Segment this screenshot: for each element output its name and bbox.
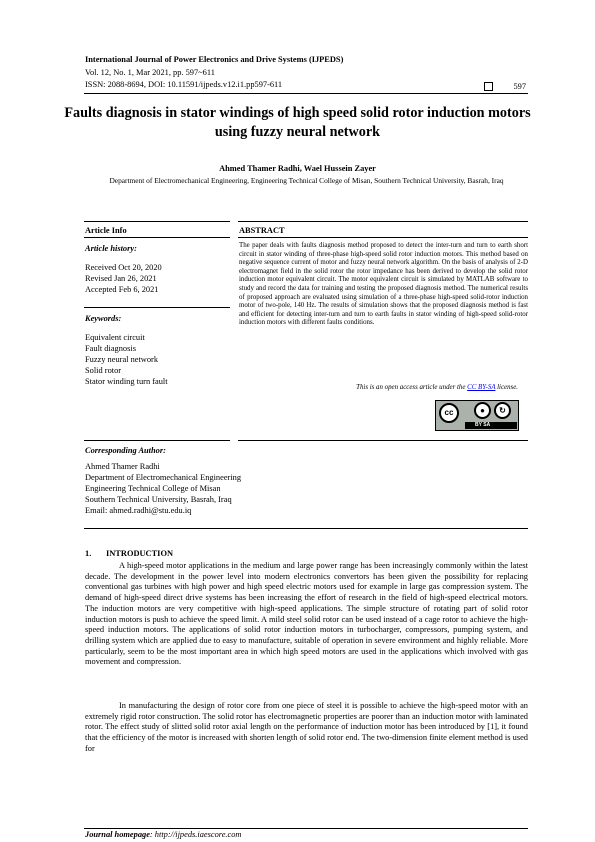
keyword-item: Solid rotor	[85, 366, 122, 375]
keywords-rule	[84, 307, 230, 308]
keyword-item: Equivalent circuit	[85, 333, 145, 342]
square-icon	[484, 82, 493, 91]
keywords-list	[85, 332, 168, 387]
cc-badge-band	[465, 422, 517, 429]
paper-title: Faults diagnosis in stator windings of high speed solid rotor induction motors using fuzzy neural network	[64, 105, 531, 140]
authors: Ahmed Thamer Radhi, Wael Hussein Zayer	[219, 164, 376, 173]
article-history-list	[85, 262, 162, 295]
corresponding-bottom-rule	[84, 528, 528, 529]
introduction-paragraph-2	[85, 701, 528, 755]
keyword-item: Fault diagnosis	[85, 344, 136, 353]
introduction-paragraph-1	[85, 561, 528, 668]
affiliation: Department of Electromechanical Engineering, Engineering Technical College of Misan, Southern Technical University, Basrah, Iraq	[109, 176, 504, 185]
corresponding-author-details	[85, 461, 241, 516]
article-info-label: Article Info	[85, 226, 127, 235]
paragraph-text: In manufacturing the design of rotor core from one piece of steel it is possible to achieve the high-speed motor with an extremely rigid rotor construction. The solid rotor has electromagnetic properties are poorer than an induction motor with laminated rotor. The effect study of slitted solid rotor axial length on the performance of induction motor has been introduced by [1], it found that the efficiency of the motor is increased with shorten length of solid rotor end. The two-dimension finite element method is used for	[85, 701, 528, 753]
attribution-person-icon: ●	[474, 402, 491, 419]
volume-line: Vol. 12, No. 1, Mar 2021, pp. 597~611	[85, 68, 215, 77]
corresponding-author-label: Corresponding Author:	[85, 446, 166, 455]
keywords-label: Keywords:	[85, 314, 122, 323]
homepage-url[interactable]: : http://ijpeds.iaescore.com	[149, 830, 242, 839]
footer-divider	[84, 828, 528, 829]
license-link[interactable]: CC BY-SA	[467, 384, 496, 391]
cc-band-text: BY SA	[475, 422, 491, 428]
history-revised: Revised Jan 26, 2021	[85, 274, 157, 283]
cc-by-sa-badge-icon[interactable]	[435, 400, 519, 431]
corr-college: Engineering Technical College of Misan	[85, 484, 221, 493]
open-access-note	[239, 384, 518, 391]
page-number: 597	[513, 82, 526, 91]
corr-name: Ahmed Thamer Radhi	[85, 462, 160, 471]
share-alike-icon: ↻	[494, 402, 511, 419]
journal-homepage[interactable]	[85, 830, 241, 839]
article-info-bottom-rule	[84, 440, 230, 441]
corr-department: Department of Electromechanical Engineering	[85, 473, 242, 482]
paragraph-text: A high-speed motor applications in the medium and large power range has been increasingly commonly within the latest decade. The development in the power level into modern electronics convertors has been given the possibility for replacing conventional gas turbines with high power and high speed electric motors used for example in large gas compression system. The demand of high-speed direct drive systems has been increasing the effort of research in the field of high-speed electrical motors. The induction motors are very competitive with high-speed applications. The simple structure of rotating part of solid rotor induction motors is push to achieve the speed limit. A mild steel solid rotor can be used instead of a cage rotor to achieve the high-speed induction motors. The applications of solid rotor induction motors in turbocharger, compressors, pumping system, and drilling system which are applied due to easy to manufacture, suitable of operation in severe environment and highly reliable. More particularly, seem to be the most important area in which high speed motors are used in the applications which involved with gas movement and compression.	[85, 561, 528, 667]
abstract-top-rule	[238, 221, 528, 222]
history-received: Received Oct 20, 2020	[85, 263, 162, 272]
article-history-label: Article history:	[85, 244, 137, 253]
keyword-item: Fuzzy neural network	[85, 355, 159, 364]
keyword-item: Stator winding turn fault	[85, 377, 168, 386]
corr-email[interactable]: Email: ahmed.radhi@stu.edu.iq	[85, 506, 192, 515]
abstract-bottom-rule	[238, 440, 528, 441]
article-info-sub-rule	[84, 237, 230, 238]
journal-name: International Journal of Power Electronics and Drive Systems (IJPEDS)	[85, 55, 344, 64]
abstract-label: ABSTRACT	[239, 226, 285, 235]
open-access-prefix: This is an open access article under the	[356, 384, 468, 391]
abstract-text: The paper deals with faults diagnosis method proposed to detect the inter-turn and turn to earth short circuit in stator winding of three-phase high-speed solid rotor induction motors. This method based on negative sequence current of motor and fuzzy neural network algorithm. On the basis of analysis of 2-D electromagnet field in the solid rotor the rotor impedance has been derived to develop the solid rotor induction motor equivalent circuit. The motor equivalent circuit is simulated by MATLAB software to study and record the data for training and testing the proposed diagnosis method. The numerical results of proposed approach are evaluated using simulation of a three-phase high-speed solid-rotor induction motor of two-pole, 140 Hz. The results of simulation shows that the proposed diagnosis method is fast and efficient for detecting inter-turn and turn to earth faults in stator winding of high-speed solid-rotor induction motors with different faults conditions.	[239, 242, 528, 327]
issn-line: ISSN: 2088-8694, DOI: 10.11591/ijpeds.v12.i1.pp597-611	[85, 80, 283, 89]
article-info-top-rule	[84, 221, 230, 222]
corr-university: Southern Technical University, Basrah, Iraq	[85, 495, 232, 504]
header-divider	[84, 93, 528, 94]
section-number: 1.	[85, 549, 92, 558]
abstract-sub-rule	[238, 237, 528, 238]
open-access-suffix: license.	[495, 384, 518, 391]
history-accepted: Accepted Feb 6, 2021	[85, 285, 159, 294]
section-title: INTRODUCTION	[106, 549, 174, 558]
homepage-label: Journal homepage	[85, 830, 150, 839]
introduction-heading	[85, 549, 173, 558]
cc-logo-icon: cc	[439, 403, 459, 423]
